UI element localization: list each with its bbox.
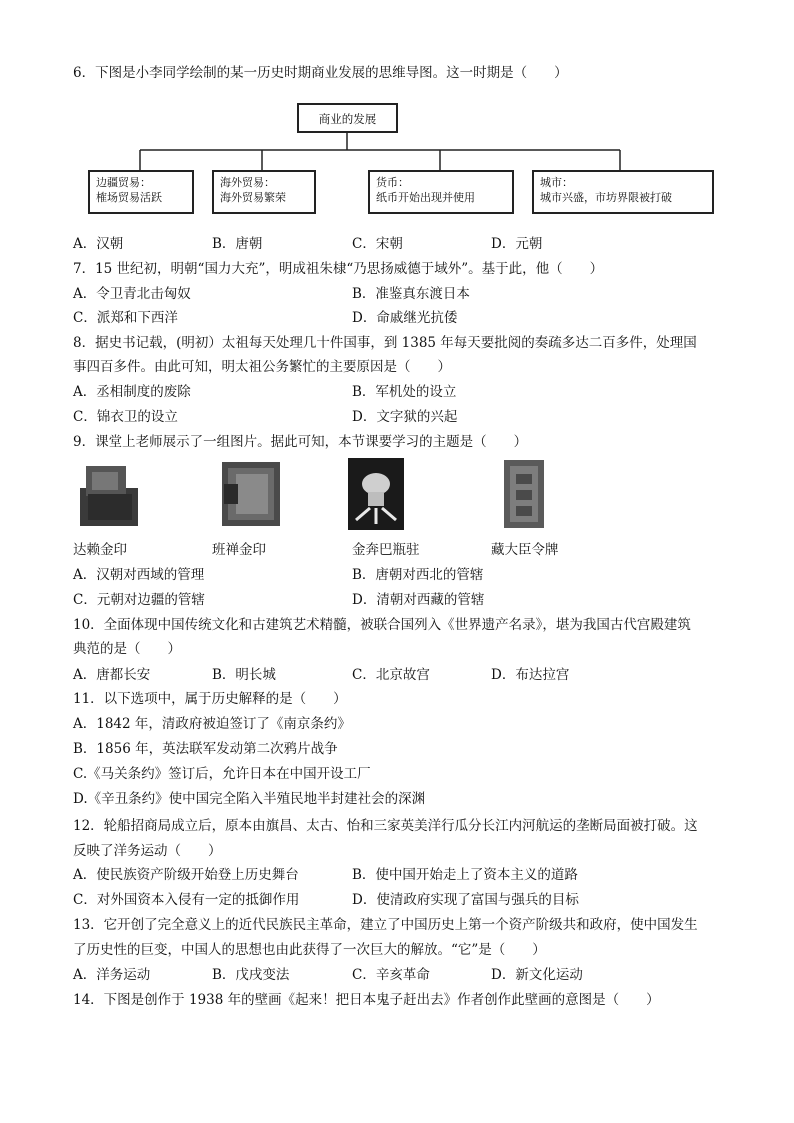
q7-option-a[interactable]: A．令卫青北击匈奴 <box>73 286 191 302</box>
q14-stem: 14．下图是创作于 1938 年的壁画《起来！把日本鬼子赶出去》作者创作此壁画的意图是（ ） <box>73 992 660 1008</box>
q11-stem: 11．以下选项中，属于历史解释的是（ ） <box>73 691 347 707</box>
q8-stem-line2: 事四百多件。由此可知，明太祖公务繁忙的主要原因是（ ） <box>73 359 451 375</box>
node-text: 榷场贸易活跃 <box>96 191 162 204</box>
q7-option-b[interactable]: B．准鉴真东渡日本 <box>352 286 470 302</box>
q9-option-b[interactable]: B．唐朝对西北的管辖 <box>352 567 484 583</box>
golden-urn-image <box>348 458 404 530</box>
q6-option-b[interactable]: B．唐朝 <box>212 236 263 252</box>
q11-option-c[interactable]: C.《马关条约》签订后，允许日本在中国开设工厂 <box>73 766 371 782</box>
q6-option-a[interactable]: A．汉朝 <box>73 236 124 252</box>
q13-stem-line1: 13．它开创了完全意义上的近代民族民主革命，建立了中国历史上第一个资产阶级共和政府，使中国发生 <box>73 917 698 933</box>
q7-stem: 7．15 世纪初，明朝“国力大充”，明成祖朱棣“乃思扬威德于域外”。基于此，他（ ） <box>73 261 604 277</box>
q7-option-d[interactable]: D．命戚继光抗倭 <box>352 310 458 326</box>
q12-option-a[interactable]: A．使民族资产阶级开始登上历史舞台 <box>73 867 299 883</box>
q11-option-d[interactable]: D.《辛丑条约》使中国完全陷入半殖民地半封建社会的深渊 <box>73 791 426 807</box>
caption-golden-urn: 金奔巴瓶驻 <box>352 542 420 558</box>
q12-stem-line2: 反映了洋务运动（ ） <box>73 843 222 859</box>
q8-option-a[interactable]: A．丞相制度的废除 <box>73 384 191 400</box>
q10-option-d[interactable]: D．布达拉宫 <box>491 667 570 683</box>
dalai-gold-seal-image <box>74 458 144 530</box>
mind-map-node-overseas-trade <box>212 170 316 214</box>
node-text: 海外贸易繁荣 <box>220 191 286 204</box>
mind-map-node-border-trade <box>88 170 194 214</box>
q8-option-c[interactable]: C．锦衣卫的设立 <box>73 409 178 425</box>
q9-option-d[interactable]: D．清朝对西藏的管辖 <box>352 592 485 608</box>
caption-minister-token: 藏大臣令牌 <box>491 542 559 558</box>
q10-option-c[interactable]: C．北京故宫 <box>352 667 430 683</box>
q10-stem-line1: 10．全面体现中国传统文化和古建筑艺术精髓，被联合国列入《世界遗产名录》，堪为我国古代宫殿建筑 <box>73 617 691 633</box>
q13-option-b[interactable]: B．戊戌变法 <box>212 967 290 983</box>
q8-option-d[interactable]: D．文字狱的兴起 <box>352 409 458 425</box>
caption-panchen-gold-seal: 班禅金印 <box>212 542 266 558</box>
tibet-minister-token-image <box>502 458 546 530</box>
mind-map-node-city <box>532 170 714 214</box>
q8-option-b[interactable]: B．军机处的设立 <box>352 384 457 400</box>
q13-option-d[interactable]: D．新文化运动 <box>491 967 583 983</box>
q6-option-c[interactable]: C．宋朝 <box>352 236 403 252</box>
q9-option-c[interactable]: C．元朝对边疆的管辖 <box>73 592 205 608</box>
q9-option-a[interactable]: A．汉朝对西域的管理 <box>73 567 205 583</box>
node-title: 边疆贸易： <box>96 176 151 189</box>
panchen-gold-seal-image <box>218 458 284 530</box>
q13-option-c[interactable]: C．辛亥革命 <box>352 967 430 983</box>
node-title: 海外贸易： <box>220 176 275 189</box>
q12-option-b[interactable]: B．使中国开始走上了资本主义的道路 <box>352 867 578 883</box>
q9-stem: 9．课堂上老师展示了一组图片。据此可知，本节课要学习的主题是（ ） <box>73 434 528 450</box>
q10-option-a[interactable]: A．唐都长安 <box>73 667 151 683</box>
node-text: 纸币开始出现并使用 <box>376 191 475 204</box>
q6-stem: 6．下图是小李同学绘制的某一历史时期商业发展的思维导图。这一时期是（ ） <box>73 65 568 81</box>
caption-dalai-gold-seal: 达赖金印 <box>73 542 127 558</box>
mind-map-node-currency <box>368 170 514 214</box>
q7-option-c[interactable]: C．派郑和下西洋 <box>73 310 178 326</box>
node-title: 城市： <box>540 176 573 189</box>
q10-stem-line2: 典范的是（ ） <box>73 641 181 657</box>
q11-option-b[interactable]: B．1856 年，英法联军发动第二次鸦片战争 <box>73 741 338 757</box>
q12-option-d[interactable]: D．使清政府实现了富国与强兵的目标 <box>352 892 579 908</box>
q6-option-d[interactable]: D．元朝 <box>491 236 543 252</box>
q13-stem-line2: 了历史性的巨变，中国人的思想也由此获得了一次巨大的解放。“它”是（ ） <box>73 942 546 958</box>
node-text: 城市兴盛，市坊界限被打破 <box>540 191 672 204</box>
q12-stem-line1: 12．轮船招商局成立后，原本由旗昌、太古、怡和三家英美洋行瓜分长江内河航运的垄断局面被打破。这 <box>73 818 698 834</box>
q10-option-b[interactable]: B．明长城 <box>212 667 276 683</box>
mind-map-root: 商业的发展 <box>297 103 398 133</box>
q8-stem-line1: 8．据史书记载，(明初）太祖每天处理几十件国事，到 1385 年每天要批阅的奏疏多达二百多件，处理国 <box>73 335 697 351</box>
q11-option-a[interactable]: A．1842 年，清政府被迫签订了《南京条约》 <box>73 716 351 732</box>
q13-option-a[interactable]: A．洋务运动 <box>73 967 151 983</box>
node-title: 货币： <box>376 176 409 189</box>
q12-option-c[interactable]: C．对外国资本入侵有一定的抵御作用 <box>73 892 300 908</box>
